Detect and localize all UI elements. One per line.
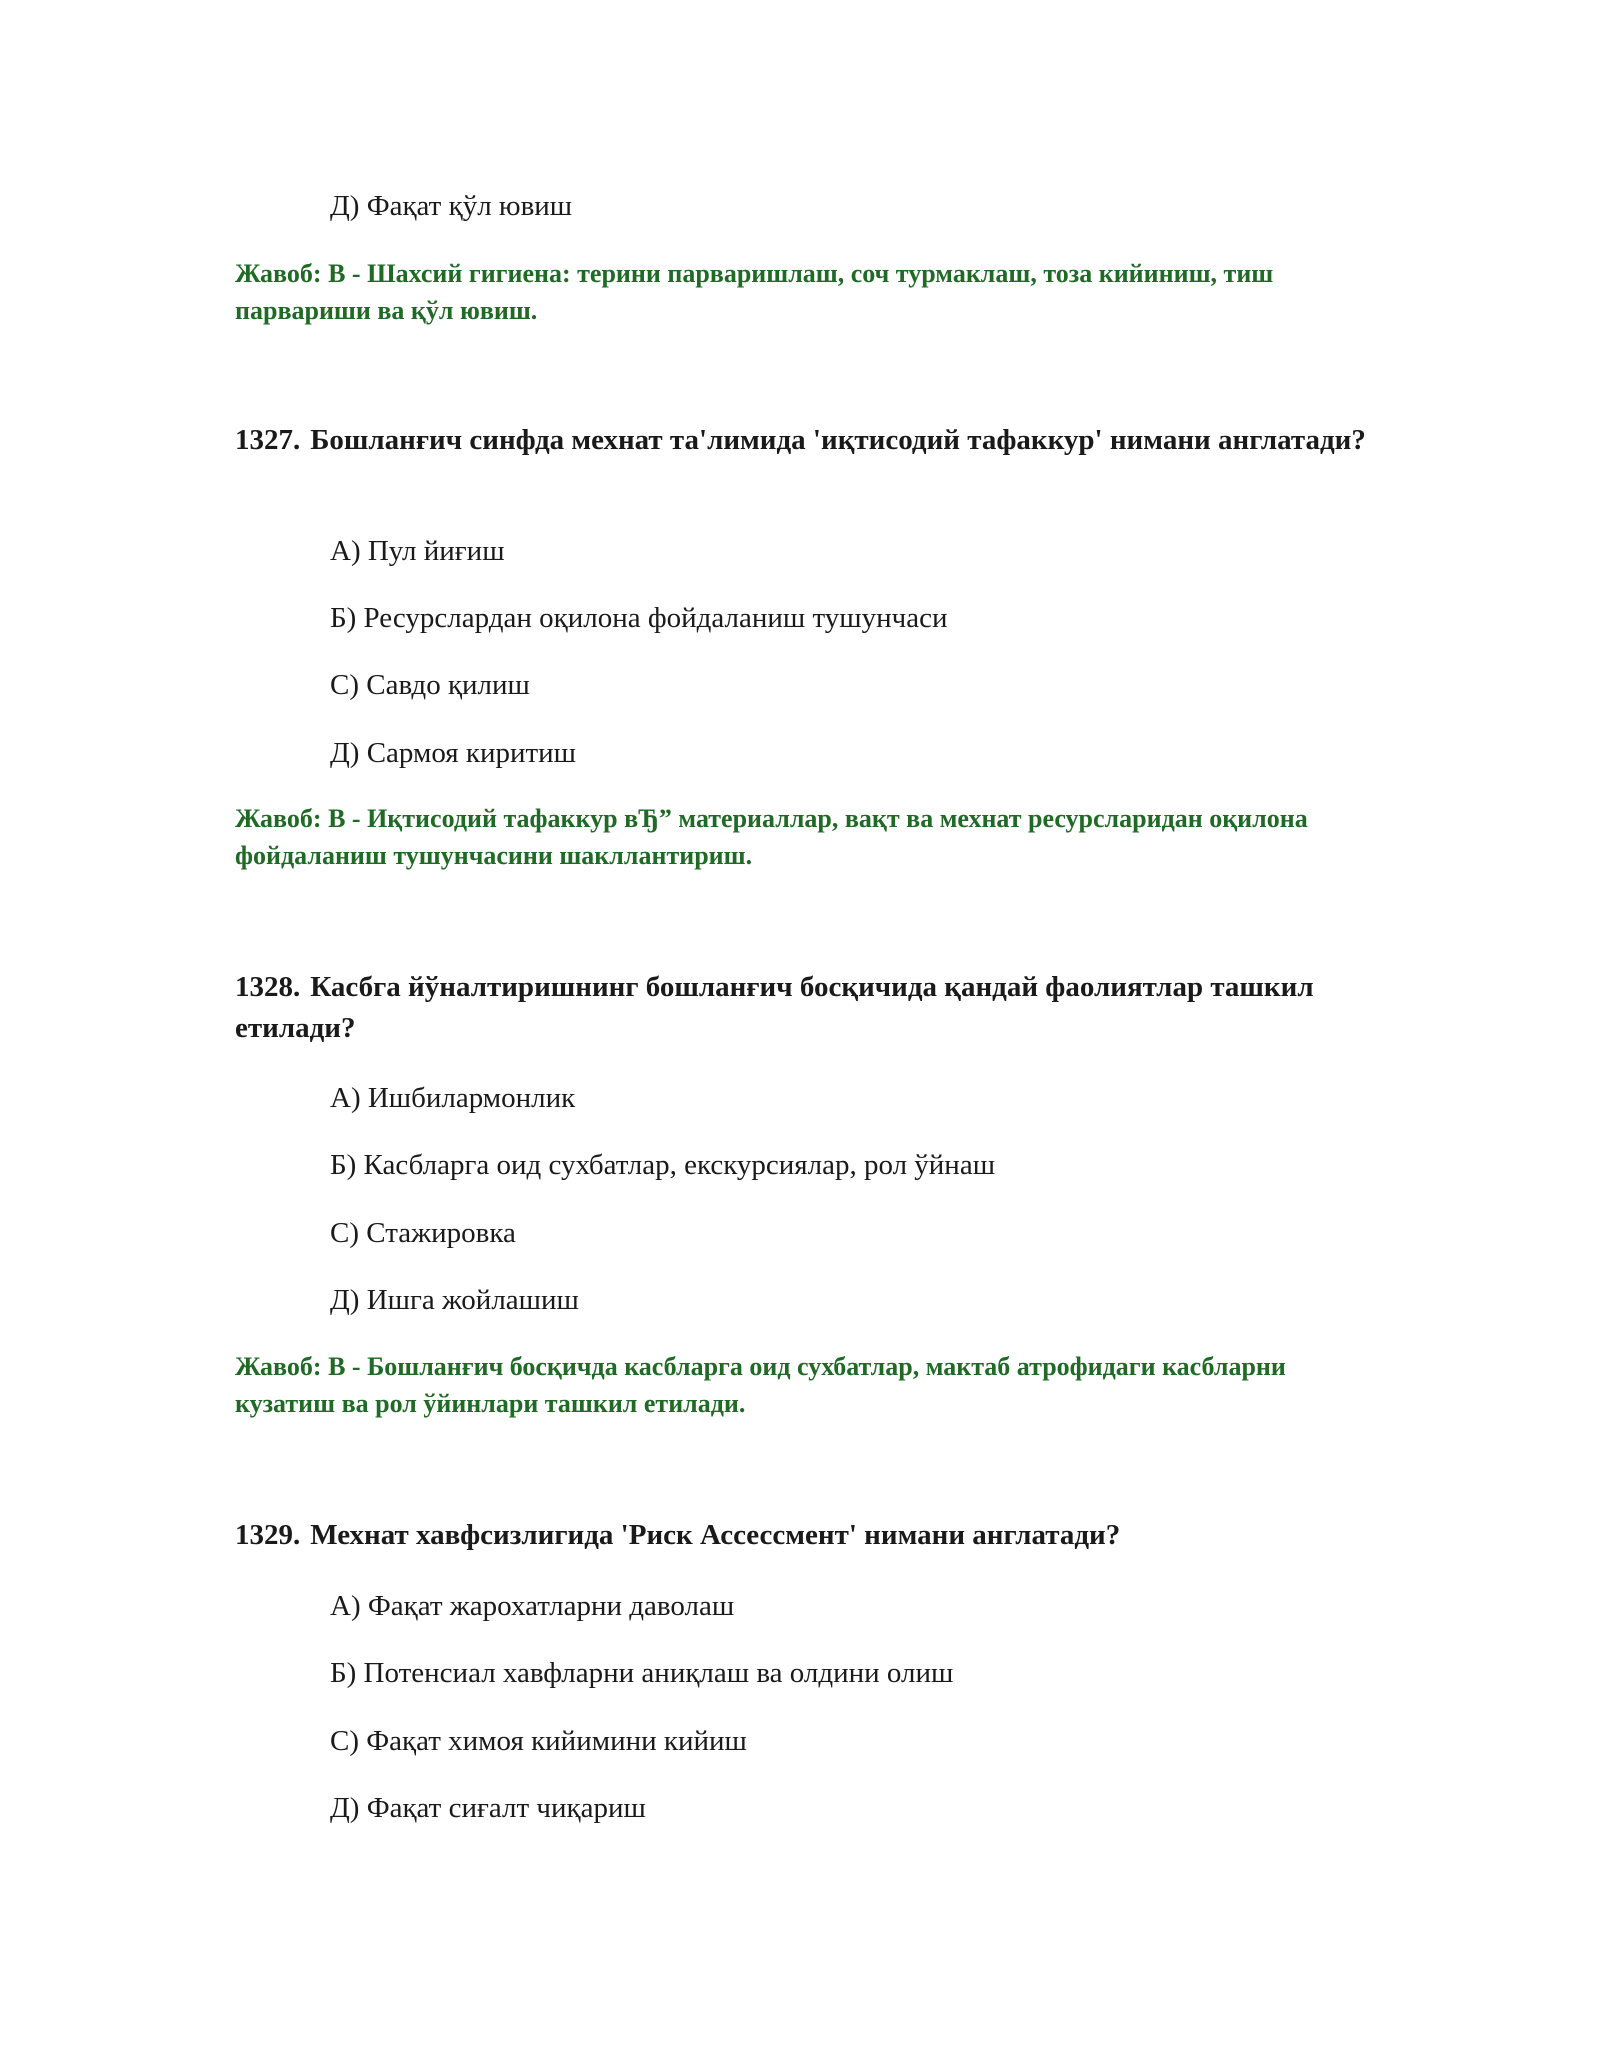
q1328-option-c: С) Стажировка bbox=[330, 1217, 516, 1249]
question-1327 bbox=[235, 420, 1385, 461]
question-number: 1327. bbox=[235, 424, 301, 456]
q1327-answer: Жавоб: В - Иқтисодий тафаккур вЂ” материаллар, вақт ва мехнат ресурсларидан оқилона фойдаланиш тушунчасини шакллантириш. bbox=[235, 804, 1308, 870]
q1329-option-a: А) Фақат жарохатларни даволаш bbox=[330, 1590, 735, 1622]
q1327-option-a: А) Пул йиғиш bbox=[330, 535, 505, 567]
q1327-option-d: Д) Сармоя киритиш bbox=[330, 737, 577, 769]
question-1328 bbox=[235, 967, 1385, 1049]
question-text: Бошланғич синфда мехнат та'лимида 'иқтисодий тафаккур' нимани англатади? bbox=[310, 424, 1366, 456]
question-1329 bbox=[235, 1515, 1385, 1556]
q1329-option-c: С) Фақат химоя кийимини кийиш bbox=[330, 1725, 747, 1757]
q1328-option-a: А) Ишбилармонлик bbox=[330, 1082, 576, 1114]
q1329-option-d: Д) Фақат сиғалт чиқариш bbox=[330, 1792, 646, 1824]
question-text: Мехнат хавфсизлигида 'Риск Ассессмент' нимани англатади? bbox=[310, 1519, 1121, 1551]
q1328-answer: Жавоб: В - Бошланғич босқичда касбларга оид сухбатлар, мактаб атрофидаги касбларни кузатиш ва рол ўйинлари ташкил етилади. bbox=[235, 1352, 1286, 1418]
q1328-option-d: Д) Ишга жойлашиш bbox=[330, 1284, 579, 1316]
question-number: 1328. bbox=[235, 971, 301, 1003]
q1329-option-b: Б) Потенсиал хавфларни аниқлаш ва олдини олиш bbox=[330, 1657, 954, 1689]
prev-answer: Жавоб: В - Шахсий гигиена: терини парваришлаш, соч турмаклаш, тоза кийиниш, тиш парвариши ва қўл ювиш. bbox=[235, 259, 1274, 325]
question-text: Касбга йўналтиришнинг бошланғич босқичида қандай фаолиятлар ташкил етилади? bbox=[235, 971, 1314, 1044]
question-number: 1329. bbox=[235, 1519, 301, 1551]
q1327-option-b: Б) Ресурслардан оқилона фойдаланиш тушунчаси bbox=[330, 602, 948, 634]
q1327-option-c: С) Савдо қилиш bbox=[330, 669, 530, 701]
prev-option-d: Д) Фақат қўл ювиш bbox=[330, 190, 573, 222]
q1328-option-b: Б) Касбларга оид сухбатлар, екскурсиялар, рол ўйнаш bbox=[330, 1149, 996, 1181]
